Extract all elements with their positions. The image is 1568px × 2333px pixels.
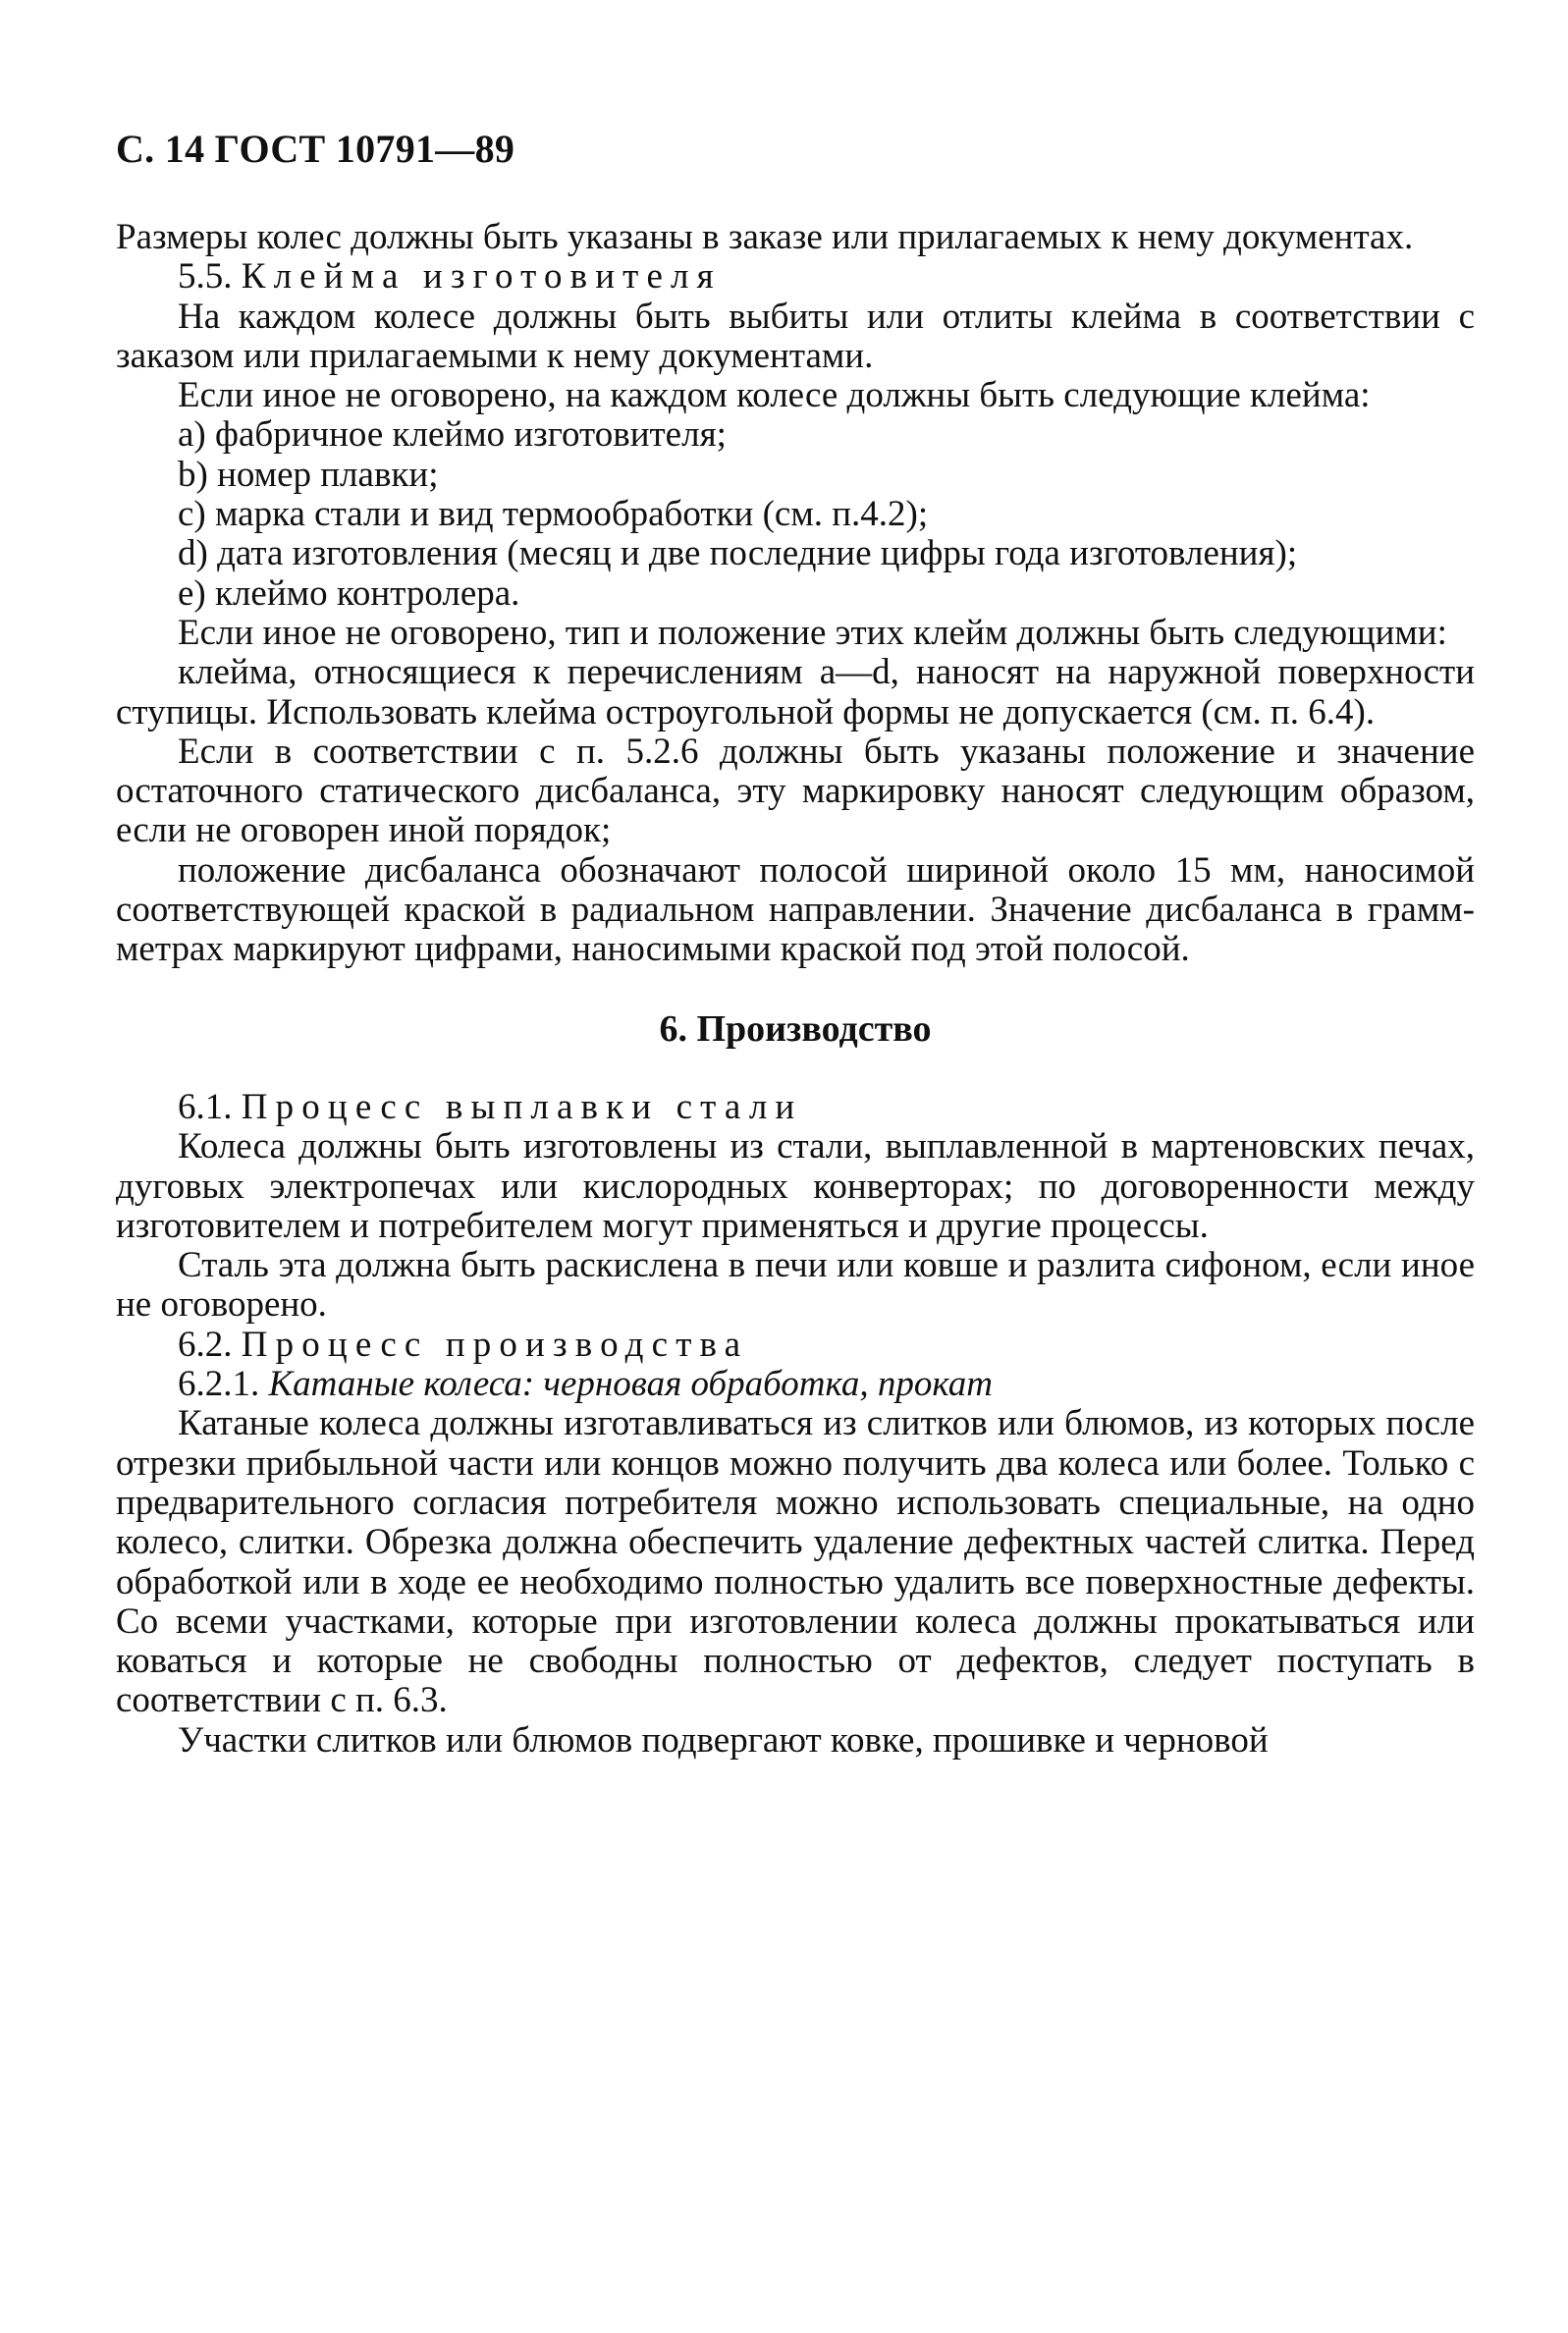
paragraph: Участки слитков или блюмов подвергают ковке, прошивке и черновой [178, 1719, 1269, 1761]
list-item: b) номер плавки; [178, 454, 439, 495]
list-item: a) фабричное клеймо изготовителя; [178, 414, 727, 456]
clause-title: Катаные колеса: черновая обработка, прокат [268, 1364, 993, 1405]
clause-title: Клейма изготовителя [241, 256, 722, 298]
clause-number: 6.1. [178, 1086, 242, 1127]
clause-6-1-heading [116, 1088, 1475, 1127]
paragraph: клейма, относящиеся к перечислениям a—d, наносят на наружной поверхности ступицы. Использовать клейма остроугольной формы не допускается (см. п. 6.4). [116, 652, 1475, 732]
paragraph: Если иное не оговорено, на каждом колесе должны быть следующие клейма: [178, 375, 1371, 416]
clause-number: 6.2. [178, 1324, 242, 1365]
page-header: С. 14 ГОСТ 10791—89 [116, 127, 515, 171]
clause-title: Процесс производства [241, 1324, 749, 1365]
clause-number: 6.2.1. [178, 1364, 269, 1405]
paragraph: Колеса должны быть изготовлены из стали, выплавленной в мартеновских печах, дуговых электропечах или кислородных конверторах; по договоренности между изготовителем и потребителем могут применяться и другие процессы. [116, 1126, 1475, 1246]
paragraph: Катаные колеса должны изготавливаться из слитков или блюмов, из которых после отрезки прибыльной части или концов можно получить два колеса или более. Только с предварительного согласия потребителя можно использовать специальные, на одно колесо, слитки. Обрезка должна обеспечить удаление дефектных частей слитка. Перед обработкой или в ходе ее необходимо полностью удалить все поверхностные дефекты. Со всеми участками, которые при изготовлении колеса должны прокатываться или коваться и которые не свободны полностью от дефектов, следует поступать в соответствии с п. 6.3. [116, 1403, 1475, 1721]
paragraph: Размеры колес должны быть указаны в заказе или прилагаемых к нему документах. [116, 217, 1414, 257]
clause-6-2-1-heading [116, 1365, 1475, 1404]
clause-number: 5.5. [178, 256, 242, 298]
document-body [116, 218, 1475, 1761]
clause-5-5-heading [116, 257, 1475, 297]
section-title: 6. Производство [659, 1007, 932, 1050]
paragraph: Если в соответствии с п. 5.2.6 должны быть указаны положение и значение остаточного статического дисбаланса, эту маркировку наносят следующим образом, если не оговорен иной порядок; [116, 731, 1475, 851]
clause-title: Процесс выплавки стали [241, 1086, 803, 1127]
paragraph: Сталь эта должна быть раскислена в печи или ковше и разлита сифоном, если иное не оговорено. [116, 1245, 1475, 1326]
list-item: c) марка стали и вид термообработки (см. п.4.2); [178, 494, 929, 535]
paragraph: положение дисбаланса обозначают полосой шириной около 15 мм, наносимой соответствующей краской в радиальном направлении. Значение дисбаланса в грамм-метрах маркируют цифрами, наносимыми краской под этой полосой. [116, 849, 1475, 970]
paragraph: Если иное не оговорено, тип и положение этих клейм должны быть следующими: [178, 612, 1447, 653]
clause-6-2-heading [116, 1326, 1475, 1365]
list-item: d) дата изготовления (месяц и две последние цифры года изготовления); [178, 533, 1298, 574]
list-item: e) клеймо контролера. [178, 572, 520, 614]
paragraph: На каждом колесе должны быть выбиты или отлиты клейма в соответствии с заказом или прилагаемыми к нему документами. [116, 296, 1475, 376]
